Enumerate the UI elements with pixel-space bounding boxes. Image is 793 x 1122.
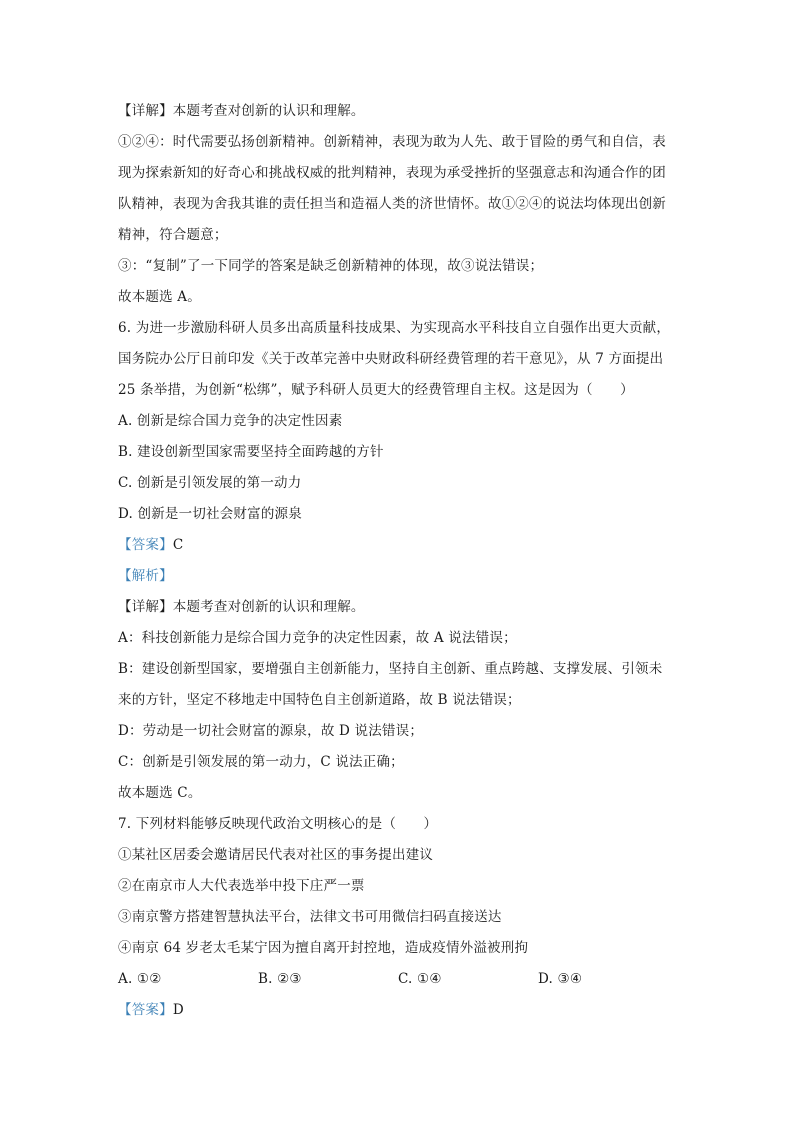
- section-label: 【答案】: [118, 537, 173, 553]
- text-line: [118, 877, 365, 895]
- text-line: [118, 660, 662, 678]
- text-line: [118, 443, 384, 461]
- text-span: ③：“复制”了一下同学的答案是缺乏创新精神的体现，故③说法错误；: [118, 258, 544, 274]
- text-line: [118, 908, 502, 926]
- text-span: B. 建设创新型国家需要坚持全面跨越的方针: [118, 444, 384, 460]
- text-line: [118, 319, 670, 337]
- text-span: A：科技创新能力是综合国力竞争的决定性因素，故 A 说法错误；: [118, 630, 517, 646]
- text-span: 来的方针，坚定不移地走中国特色自主创新道路，故 B 说法错误；: [118, 692, 521, 708]
- text-span: A. 创新是综合国力竞争的决定性因素: [118, 413, 343, 429]
- text-line: [118, 629, 517, 647]
- option-item: A. ①②: [118, 971, 162, 987]
- option-item: D. ③④: [538, 971, 583, 987]
- text-line: [118, 350, 663, 368]
- text-line: [118, 784, 202, 802]
- text-span: D. 创新是一切社会财富的源泉: [118, 506, 302, 522]
- text-line: [118, 753, 404, 771]
- text-line: [118, 195, 666, 213]
- text-line: [118, 164, 666, 182]
- text-line: [118, 474, 301, 492]
- text-line: [118, 536, 183, 554]
- q7-options: [118, 970, 678, 988]
- answer-line: [118, 1001, 184, 1019]
- text-line: [118, 133, 666, 151]
- option-item: B. ②③: [258, 971, 302, 987]
- text-line: [118, 691, 521, 709]
- text-line: [118, 722, 423, 740]
- text-line: [118, 381, 634, 399]
- text-line: [118, 598, 365, 616]
- text-span: ①②④：时代需要弘扬创新精神。创新精神，表现为敢为人先、敢于冒险的勇气和自信，表: [118, 134, 666, 150]
- text-span: 【详解】本题考查对创新的认识和理解。: [118, 599, 365, 615]
- text-span: ②在南京市人大代表选举中投下庄严一票: [118, 878, 365, 894]
- text-line: [118, 288, 201, 306]
- answer-label: 【答案】: [118, 1002, 173, 1018]
- option-item: C. ①④: [398, 971, 442, 987]
- text-line: [118, 226, 228, 244]
- text-span: 25 条举措，为创新“松绑”，赋予科研人员更大的经费管理自主权。这是因为（ ）: [118, 382, 634, 398]
- text-line: [118, 412, 342, 430]
- text-span: 6. 为进一步激励科研人员多出高质量科技成果、为实现高水平科技自立自强作出更大贡献，: [118, 320, 671, 336]
- text-span: ④南京 64 岁老太毛某宁因为擅自离开封控地，造成疫情外溢被刑拘: [118, 940, 529, 956]
- text-span: 故本题选 C。: [118, 785, 202, 801]
- text-span: C. 创新是引领发展的第一动力: [118, 475, 302, 491]
- text-span: C：创新是引领发展的第一动力，C 说法正确；: [118, 754, 404, 770]
- text-span: 故本题选 A。: [118, 289, 201, 305]
- text-span: 【详解】本题考查对创新的认识和理解。: [118, 103, 365, 119]
- text-span: ③南京警方搭建智慧执法平台，法律文书可用微信扫码直接送达: [118, 909, 502, 925]
- text-line: [118, 567, 173, 585]
- text-line: [118, 257, 543, 275]
- text-line: [118, 815, 437, 833]
- text-line: [118, 939, 528, 957]
- text-span: 现为探索新知的好奇心和挑战权威的批判精神，表现为承受挫折的坚强意志和沟通合作的团: [118, 165, 666, 181]
- text-span: B：建设创新型国家，要增强自主创新能力，坚持自主创新、重点跨越、支撑发展、引领未: [118, 661, 663, 677]
- text-line: [118, 846, 433, 864]
- text-span: ①某社区居委会邀请居民代表对社区的事务提出建议: [118, 847, 434, 863]
- text-span: 7. 下列材料能够反映现代政治文明核心的是（ ）: [118, 816, 438, 832]
- section-label: 【解析】: [118, 568, 173, 584]
- text-span: 国务院办公厅日前印发《关于改革完善中央财政科研经费管理的若干意见》，从 7 方面提出: [118, 351, 664, 367]
- answer-value: D: [172, 1002, 184, 1018]
- text-span: 精神，符合题意；: [118, 227, 228, 243]
- text-span: D：劳动是一切社会财富的源泉，故 D 说法错误；: [118, 723, 424, 739]
- text-span: C: [172, 537, 184, 553]
- text-span: 队精神，表现为舍我其谁的责任担当和造福人类的济世情怀。故①②④的说法均体现出创新: [118, 196, 666, 212]
- text-line: [118, 505, 302, 523]
- text-line: [118, 102, 365, 120]
